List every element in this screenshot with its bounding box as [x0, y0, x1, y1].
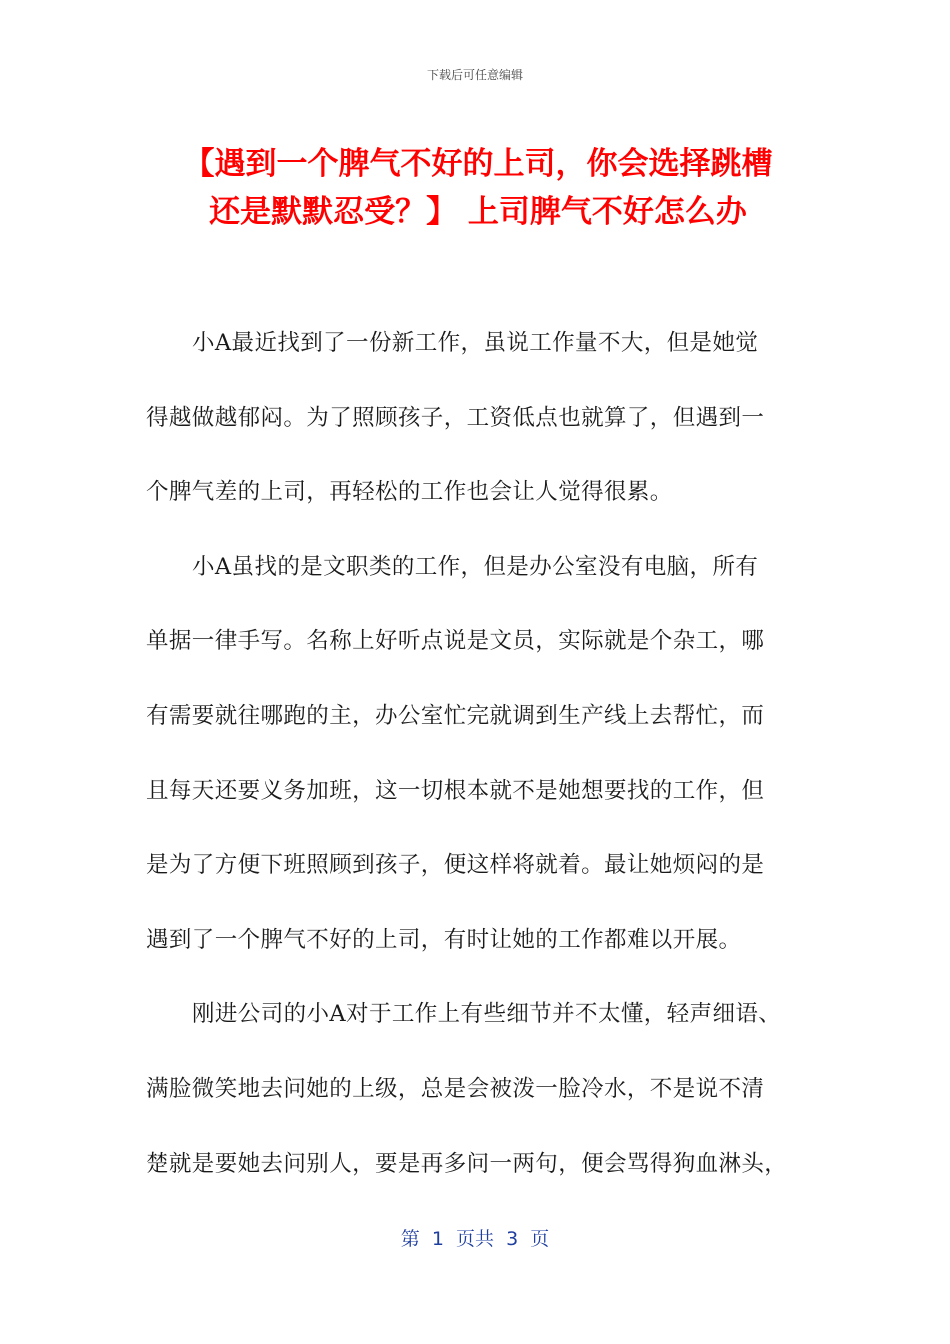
body-line: 单据一律手写。名称上好听点说是文员，实际就是个杂工，哪 [146, 628, 765, 655]
body-line: 遇到了一个脾气不好的上司，有时让她的工作都难以开展。 [146, 926, 742, 953]
body-line: 个脾气差的上司，再轻松的工作也会让人觉得很累。 [146, 479, 673, 506]
body-line: 是为了方便下班照顾到孩子，便这样将就着。最让她烦闷的是 [146, 852, 765, 879]
document-title [148, 140, 808, 236]
body-text [146, 318, 806, 1213]
header-note: 下载后可任意编辑 [426, 68, 523, 82]
body-line: 刚进公司的小A对于工作上有些细节并不太懂，轻声细语、 [192, 1001, 782, 1028]
body-line: 且每天还要义务加班，这一切根本就不是她想要找的工作，但 [146, 777, 765, 804]
body-line: 楚就是要她去问别人，要是再多问一两句，便会骂得狗血淋头， [146, 1150, 788, 1177]
body-line: 小A虽找的是文职类的工作，但是办公室没有电脑，所有 [192, 553, 759, 580]
body-line: 小A最近找到了一份新工作，虽说工作量不大，但是她觉 [192, 330, 759, 356]
title-line-1: 【遇到一个脾气不好的上司，你会选择跳槽 [183, 146, 773, 182]
body-line: 得越做越郁闷。为了照顾孩子，工资低点也就算了，但遇到一 [146, 404, 765, 431]
body-line: 有需要就往哪跑的主，办公室忙完就调到生产线上去帮忙，而 [146, 702, 765, 729]
title-line-2: 还是默默忍受？】 上司脾气不好怎么办 [209, 194, 747, 230]
body-line: 满脸微笑地去问她的上级，总是会被泼一脸冷水，不是说不清 [146, 1075, 765, 1102]
page-number-footer: 第 1 页共 3 页 [400, 1228, 550, 1250]
